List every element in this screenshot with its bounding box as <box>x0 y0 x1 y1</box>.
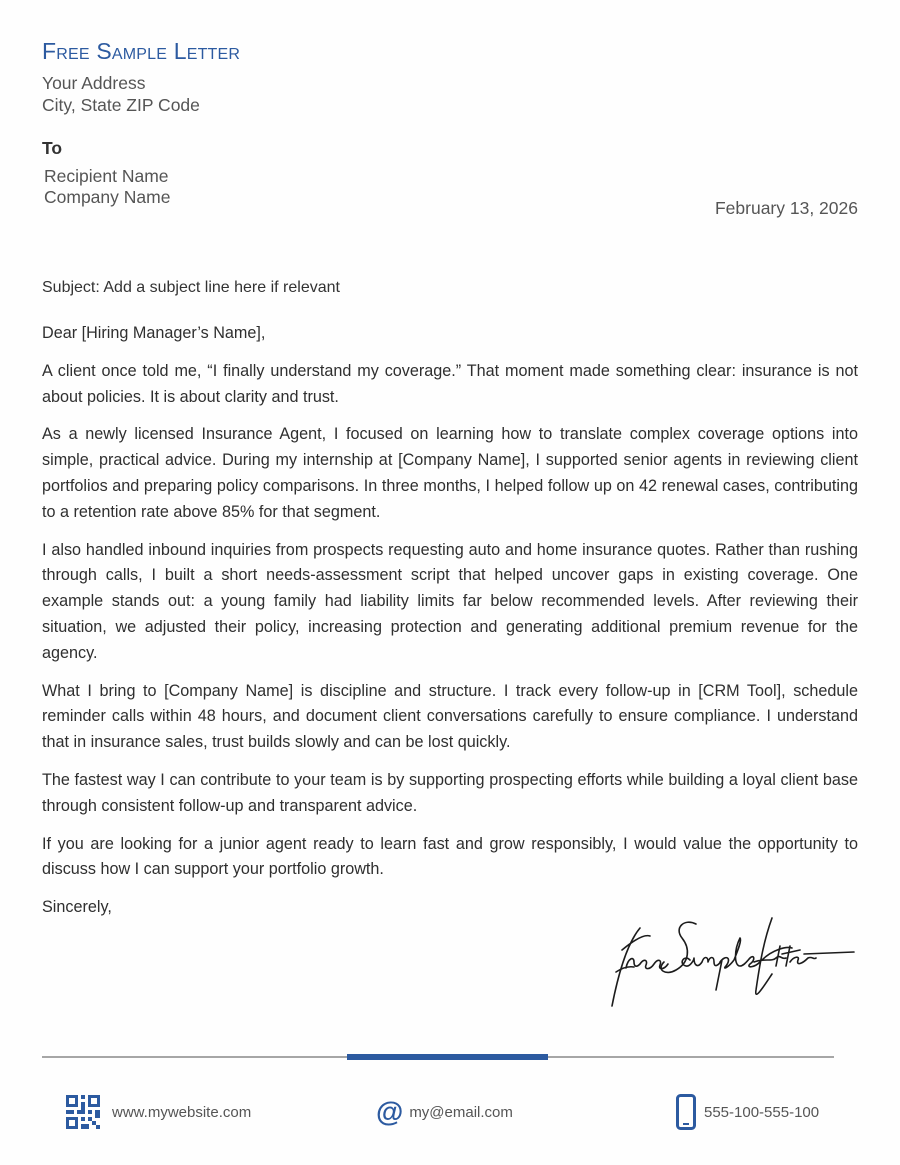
at-sign-icon: @ <box>376 1096 404 1127</box>
phone-text: 555-100-555-100 <box>704 1103 820 1121</box>
letter-date: February 13, 2026 <box>714 198 858 218</box>
mobile-phone-icon <box>676 1094 696 1130</box>
body-paragraph: A client once told me, “I finally understand my coverage.” That moment made something clear: insurance is not about policies. It is about clarity and trust. <box>42 361 858 406</box>
letterhead-title: Free Sample Letter <box>42 38 241 64</box>
footer-website[interactable] <box>66 1094 251 1130</box>
body-paragraph: If you are looking for a junior agent ready to learn fast and grow responsibly, I would value the opportunity to discuss how I can support your portfolio growth. <box>42 834 858 879</box>
closing: Sincerely, <box>42 898 112 917</box>
footer-accent-bar <box>347 1054 548 1060</box>
body-paragraph: The fastest way I can contribute to your team is by supporting prospecting efforts while building a loyal client base through consistent follow-up and transparent advice. <box>42 770 858 815</box>
recipient-name: Recipient Name <box>44 166 169 186</box>
sender-address: Your Address <box>42 73 146 93</box>
recipient-company: Company Name <box>44 187 171 207</box>
body-paragraph: I also handled inbound inquiries from prospects requesting auto and home insurance quotes. Rather than rushing through calls, I built a short needs-assessment script that helped uncover gaps in existing coverage. One example stands out: a young family had liability limits far below recommended levels. After reviewing their situation, we adjusted their policy, increasing protection and generating additional premium revenue for the agency. <box>42 540 858 662</box>
email-text: my@email.com <box>409 1103 513 1121</box>
body-paragraph: As a newly licensed Insurance Agent, I focused on learning how to translate complex coverage options into simple, practical advice. During my internship at [Company Name], I supported senior agents in reviewing client portfolios and preparing policy comparisons. In three months, I helped follow up on 42 renewal cases, contributing to a retention rate above 85% for that segment. <box>42 425 858 521</box>
handwritten-signature <box>604 910 860 1014</box>
salutation: Dear [Hiring Manager’s Name], <box>42 324 266 342</box>
sender-city: City, State ZIP Code <box>42 95 200 115</box>
to-label: To <box>42 138 63 158</box>
footer-email[interactable] <box>376 1094 513 1130</box>
website-text: www.mywebsite.com <box>112 1103 252 1121</box>
letter-body <box>42 321 858 933</box>
subject-line: Subject: Add a subject line here if relevant <box>42 279 340 296</box>
recipient-block <box>44 166 170 208</box>
footer-phone[interactable] <box>676 1094 819 1130</box>
body-paragraph: What I bring to [Company Name] is discipline and structure. I track every follow-up in [CRM Tool], schedule reminder calls within 48 hours, and document client conversations carefully to ensure compliance. I understand that in insurance sales, trust builds slowly and can be lost quickly. <box>42 681 858 752</box>
qr-code-icon <box>66 1095 100 1129</box>
sender-block <box>42 72 200 116</box>
